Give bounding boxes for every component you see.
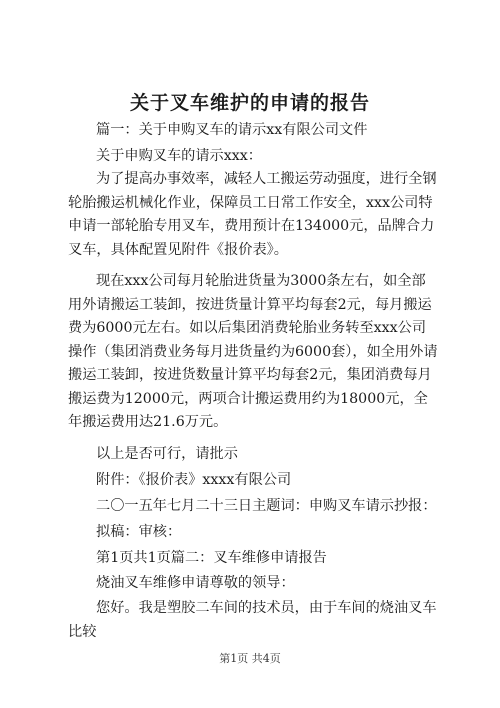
paragraph-purpose: 为了提高办事效率，减轻人工搬运劳动强度，进行全钢轮胎搬运机械化作业，保障员工日常工作安全，xxx公司特申请一部轮胎专用叉车，费用预计在134000元，品牌合力叉车，具体配置见附件《报价表》。 [68, 171, 437, 258]
paragraph-date-subject: 二〇一五年七月二十三日主题词：申购叉车请示抄报： [96, 498, 437, 514]
paragraph-request-approval: 以上是否可行，请批示 [96, 446, 238, 462]
page-footer: 第1页 共4页 [219, 652, 281, 665]
paragraph-repair-body: 您好。我是塑胶二车间的技术员，由于车间的烧油叉车比较 [68, 600, 437, 640]
paragraph-cost-analysis: 现在xxx公司每月轮胎进货量为3000条左右，如全部用外请搬运工装卸，按进货量计算平均每套2元，每月搬运费为6000元左右。如以后集团消费轮胎业务转至xxx公司操作（集团消费业务每月进货量约为6000套），如全用外请搬运工装卸，按进货数量计算平均每套2元，集团消费每月搬运费为12000元，两项合计搬运费用约为18000元，全年搬运费用达21.6万元。 [68, 273, 438, 430]
paragraph-attachment: 附件：《报价表》xxxx有限公司 [96, 472, 292, 488]
paragraph-subtitle: 篇一：关于申购叉车的请示xx有限公司文件 [96, 122, 368, 138]
paragraph-drafter: 拟稿：审核： [96, 524, 182, 540]
paragraph-salutation: 关于申购叉车的请示xxx： [96, 148, 262, 164]
paragraph-repair-salutation: 烧油叉车维修申请尊敬的领导： [96, 575, 295, 591]
document-title: 关于叉车维护的申请的报告 [129, 92, 370, 114]
paragraph-section-two: 第1页共1页篇二：叉车维修申请报告 [96, 550, 327, 566]
